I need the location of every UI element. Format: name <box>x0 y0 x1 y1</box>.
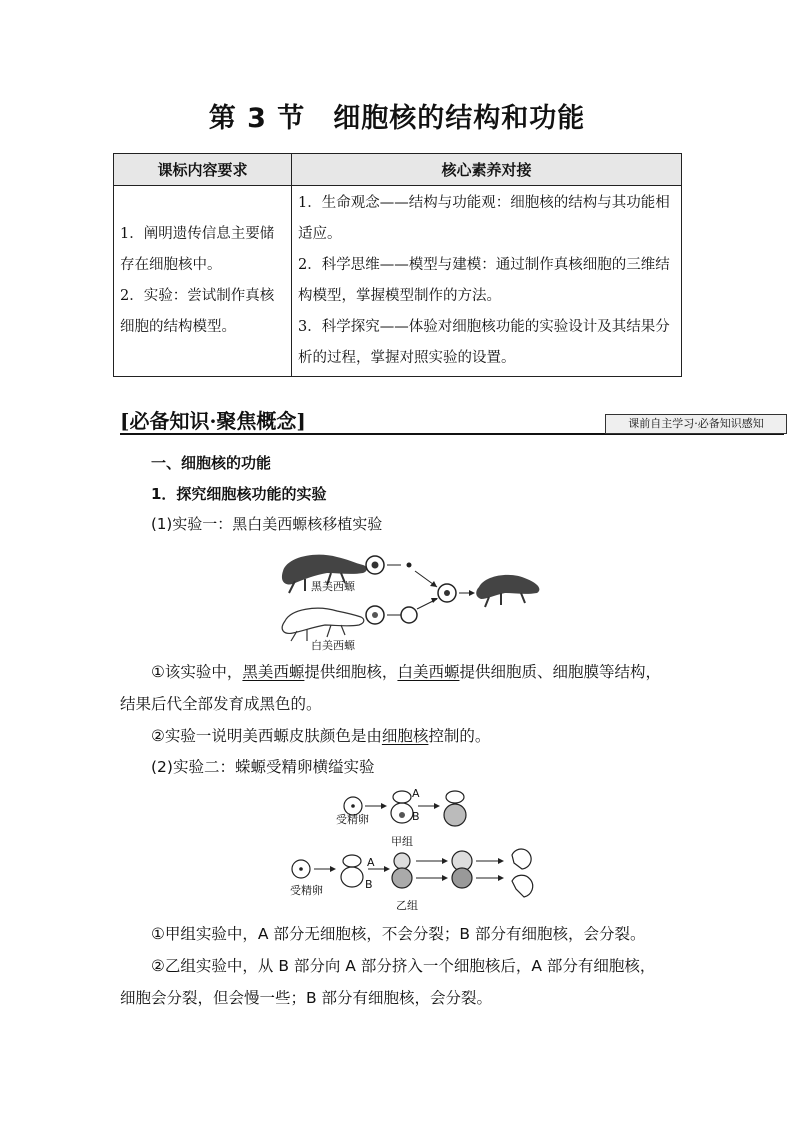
competencies-cell <box>292 186 682 377</box>
page-title: 第 3 节 细胞核的结构和功能 <box>208 103 586 134</box>
curriculum-standards-table <box>113 153 682 377</box>
offspring-axolotl-icon <box>476 575 539 607</box>
experiment-2-paragraph-1: ①甲组实验中，A 部分无细胞核，不会分裂；B 部分有细胞核，会分裂。 <box>151 925 646 943</box>
group-a-label: 甲组 <box>391 835 413 848</box>
fertilized-egg-label-a: 受精卵 <box>336 813 369 826</box>
experiment-1-paragraph-2: ②实验一说明美西螈皮肤颜色是由细胞核控制的。 <box>151 727 491 745</box>
standards-cell <box>114 186 292 377</box>
experiment-1-title: (1)实验一：黑白美西螈核移植实验 <box>151 515 383 533</box>
fertilized-egg-label-b: 受精卵 <box>290 884 323 897</box>
experiment-1-paragraph-1-cont: 结果后代全部发育成黑色的。 <box>120 695 322 713</box>
nucleus-icon <box>407 563 412 568</box>
section-heading: [必备知识·聚焦概念] <box>120 409 306 433</box>
part-b-label: B <box>412 810 420 823</box>
experiment-1-paragraph-1: ①该实验中，黑美西螈提供细胞核，白美西螈提供细胞质、细胞膜等结构， <box>151 663 661 681</box>
part-a-label: A <box>412 787 420 800</box>
part-b-label-b: B <box>365 878 373 891</box>
competency-item: 1．生命观念——结构与功能观：细胞核的结构与其功能相适应。 <box>298 195 670 242</box>
enucleated-cell-icon <box>401 607 417 623</box>
heading-nucleus-function: 一、细胞核的功能 <box>151 454 272 472</box>
group-b-label: 乙组 <box>396 899 418 912</box>
ligation-experiment-figure <box>290 785 540 910</box>
standard-item: 1．阐明遗传信息主要储存在细胞核中。 <box>120 226 275 273</box>
competency-item: 2．科学思维——模型与建模：通过制作真核细胞的三维结构模型，掌握模型制作的方法。 <box>298 257 670 304</box>
experiment-2-title: (2)实验二：蝾螈受精卵横缢实验 <box>151 758 375 776</box>
section-tag: 课前自主学习·必备知识感知 <box>605 414 787 434</box>
competency-item: 3．科学探究——体验对细胞核功能的实验设计及其结果分析的过程，掌握对照实验的设置。 <box>298 319 670 366</box>
part-a-label-b: A <box>367 856 375 869</box>
table-header-competencies: 核心素养对接 <box>292 154 682 186</box>
experiment-2-paragraph-2-cont: 细胞会分裂，但会慢一些；B 部分有细胞核，会分裂。 <box>120 989 493 1007</box>
black-axolotl-label: 黑美西螈 <box>311 580 355 593</box>
heading-explore-experiment: 1．探究细胞核功能的实验 <box>151 485 327 503</box>
standard-item: 2．实验：尝试制作真核细胞的结构模型。 <box>120 288 275 335</box>
white-axolotl-label: 白美西螈 <box>311 639 355 652</box>
table-header-standards: 课标内容要求 <box>114 154 292 186</box>
experiment-2-paragraph-2: ②乙组实验中，从 B 部分向 A 部分挤入一个细胞核后，A 部分有细胞核， <box>151 957 656 975</box>
